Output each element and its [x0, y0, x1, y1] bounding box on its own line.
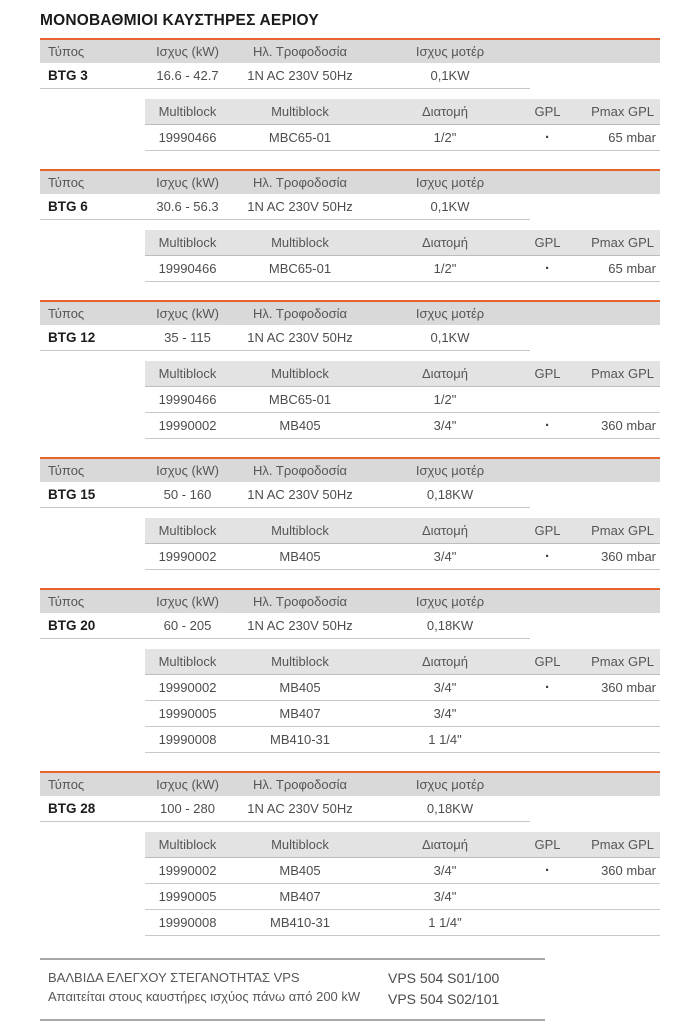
cell-diameter: 1 1/4" [428, 732, 462, 747]
multiblock-subtable [145, 649, 660, 753]
burner-type: BTG 15 [48, 487, 96, 502]
column-header-type: Τύπος [48, 463, 85, 478]
cell-code: 19990005 [158, 889, 217, 904]
table-row [145, 544, 660, 570]
vps-note-line2: Απαιτείται στους καυστήρες ισχύος πάνω από 200 kW [48, 989, 361, 1004]
burner-motor: 0,1KW [430, 68, 470, 83]
cell-gpl-dot: · [545, 679, 550, 696]
column-header-power: Ισχυς (kW) [156, 463, 219, 478]
subcolumn-header-diameter: Διατομή [422, 837, 468, 852]
burner-power: 100 - 280 [160, 801, 215, 816]
subcolumn-header-gpl: GPL [534, 235, 561, 250]
column-header-motor: Ισχυς μοτέρ [415, 44, 485, 59]
subcolumn-header-pmax: Pmax GPL [591, 366, 654, 381]
table-row [145, 858, 660, 884]
subcolumn-header-gpl: GPL [534, 366, 561, 381]
vps-note [40, 958, 545, 1021]
subcolumn-header-diameter: Διατομή [422, 235, 468, 250]
subcolumn-header-pmax: Pmax GPL [591, 235, 654, 250]
burner-summary-row [40, 796, 530, 822]
burner-type: BTG 12 [48, 330, 96, 345]
cell-model: MB407 [279, 706, 321, 721]
burner-type: BTG 28 [48, 801, 96, 816]
page-title: ΜΟΝΟΒΑΘΜΙΟΙ ΚΑΥΣΤΗΡΕΣ ΑΕΡΙΟΥ [40, 12, 319, 29]
burner-supply: 1N AC 230V 50Hz [247, 618, 353, 633]
table-row [145, 413, 660, 439]
cell-pmax: 360 mbar [601, 863, 656, 878]
cell-code: 19990002 [158, 418, 217, 433]
multiblock-subtable [145, 832, 660, 936]
multiblock-subtable [145, 230, 660, 282]
cell-code: 19990005 [158, 706, 217, 721]
main-header-row [40, 38, 660, 63]
column-header-type: Τύπος [48, 594, 85, 609]
subcolumn-header-gpl: GPL [534, 523, 561, 538]
table-row [145, 256, 660, 282]
subtable-header-row [145, 832, 660, 858]
cell-code: 19990008 [158, 915, 217, 930]
column-header-supply: Ηλ. Τροφοδοσία [253, 463, 347, 478]
subtable-header-row [145, 99, 660, 125]
multiblock-subtable [145, 518, 660, 570]
subcolumn-header-model: Multiblock [271, 523, 329, 538]
burner-supply: 1N AC 230V 50Hz [247, 68, 353, 83]
vps-note-text [40, 968, 388, 1010]
column-header-power: Ισχυς (kW) [156, 44, 219, 59]
table-row [145, 387, 660, 413]
subtable-header-row [145, 518, 660, 544]
cell-model: MB405 [279, 680, 321, 695]
subcolumn-header-code: Multiblock [158, 654, 217, 669]
cell-code: 19990002 [158, 680, 217, 695]
main-header-row [40, 771, 660, 796]
column-header-motor: Ισχυς μοτέρ [415, 175, 485, 190]
subcolumn-header-code: Multiblock [158, 235, 217, 250]
column-header-supply: Ηλ. Τροφοδοσία [253, 777, 347, 792]
burner-motor: 0,1KW [430, 199, 470, 214]
subcolumn-header-pmax: Pmax GPL [591, 523, 654, 538]
burner-supply: 1N AC 230V 50Hz [247, 330, 353, 345]
cell-diameter: 1 1/4" [428, 915, 462, 930]
cell-gpl-dot: · [545, 260, 550, 277]
subcolumn-header-model: Multiblock [271, 654, 329, 669]
column-header-motor: Ισχυς μοτέρ [415, 463, 485, 478]
burner-power: 16.6 - 42.7 [156, 68, 219, 83]
cell-diameter: 1/2" [433, 130, 457, 145]
burner-motor: 0,1KW [430, 330, 470, 345]
burner-type: BTG 20 [48, 618, 96, 633]
cell-gpl-dot: · [545, 129, 550, 146]
spec-table-btg3 [40, 38, 660, 151]
subcolumn-header-pmax: Pmax GPL [591, 104, 654, 119]
column-header-motor: Ισχυς μοτέρ [415, 777, 485, 792]
cell-model: MB405 [279, 418, 321, 433]
cell-model: MB405 [279, 549, 321, 564]
column-header-power: Ισχυς (kW) [156, 777, 219, 792]
burner-type: BTG 6 [48, 199, 88, 214]
subcolumn-header-pmax: Pmax GPL [591, 654, 654, 669]
cell-code: 19990466 [158, 261, 217, 276]
subcolumn-header-model: Multiblock [271, 104, 329, 119]
column-header-type: Τύπος [48, 175, 85, 190]
subcolumn-header-model: Multiblock [271, 235, 329, 250]
vps-codes [388, 968, 499, 1010]
subcolumn-header-code: Multiblock [158, 837, 217, 852]
cell-diameter: 3/4" [433, 418, 457, 433]
cell-code: 19990002 [158, 549, 217, 564]
cell-gpl-dot: · [545, 862, 550, 879]
column-header-supply: Ηλ. Τροφοδοσία [253, 44, 347, 59]
burner-motor: 0,18KW [426, 801, 474, 816]
subcolumn-header-diameter: Διατομή [422, 523, 468, 538]
column-header-motor: Ισχυς μοτέρ [415, 306, 485, 321]
multiblock-subtable [145, 361, 660, 439]
subcolumn-header-diameter: Διατομή [422, 104, 468, 119]
main-header-row [40, 300, 660, 325]
subcolumn-header-code: Multiblock [158, 104, 217, 119]
column-header-type: Τύπος [48, 44, 85, 59]
subcolumn-header-diameter: Διατομή [422, 654, 468, 669]
vps-code-2: VPS 504 S02/101 [388, 991, 500, 1007]
cell-code: 19990466 [158, 130, 217, 145]
vps-note-line1: ΒΑΛΒΙΔΑ ΕΛΕΓΧΟΥ ΣΤΕΓΑΝΟΤΗΤΑΣ VPS [48, 970, 300, 985]
column-header-power: Ισχυς (kW) [156, 175, 219, 190]
burner-motor: 0,18KW [426, 618, 474, 633]
multiblock-subtable [145, 99, 660, 151]
burner-summary-row [40, 63, 530, 89]
column-header-power: Ισχυς (kW) [156, 306, 219, 321]
table-row [145, 125, 660, 151]
burner-motor: 0,18KW [426, 487, 474, 502]
cell-code: 19990008 [158, 732, 217, 747]
cell-model: MB410-31 [270, 915, 330, 930]
cell-diameter: 3/4" [433, 549, 457, 564]
spec-table-btg20 [40, 588, 660, 753]
cell-model: MBC65-01 [268, 261, 332, 276]
cell-gpl-dot: · [545, 417, 550, 434]
cell-pmax: 360 mbar [601, 680, 656, 695]
burner-power: 35 - 115 [164, 330, 211, 345]
subcolumn-header-pmax: Pmax GPL [591, 837, 654, 852]
burner-summary-row [40, 325, 530, 351]
spec-table-btg28 [40, 771, 660, 936]
column-header-motor: Ισχυς μοτέρ [415, 594, 485, 609]
subcolumn-header-gpl: GPL [534, 104, 561, 119]
table-row [145, 701, 660, 727]
burner-supply: 1N AC 230V 50Hz [247, 199, 353, 214]
table-row [145, 910, 660, 936]
cell-model: MB407 [279, 889, 321, 904]
burner-power: 50 - 160 [163, 487, 212, 502]
burner-summary-row [40, 194, 530, 220]
cell-diameter: 3/4" [433, 889, 457, 904]
column-header-type: Τύπος [48, 306, 85, 321]
column-header-supply: Ηλ. Τροφοδοσία [253, 175, 347, 190]
subcolumn-header-code: Multiblock [158, 366, 217, 381]
cell-diameter: 1/2" [433, 261, 457, 276]
subcolumn-header-diameter: Διατομή [422, 366, 468, 381]
subcolumn-header-code: Multiblock [158, 523, 217, 538]
column-header-supply: Ηλ. Τροφοδοσία [253, 594, 347, 609]
main-header-row [40, 588, 660, 613]
cell-diameter: 3/4" [433, 680, 457, 695]
column-header-supply: Ηλ. Τροφοδοσία [253, 306, 347, 321]
table-row [145, 675, 660, 701]
burner-power: 60 - 205 [163, 618, 212, 633]
spec-table-btg6 [40, 169, 660, 282]
burner-type: BTG 3 [48, 68, 88, 83]
subcolumn-header-model: Multiblock [271, 837, 329, 852]
main-header-row [40, 169, 660, 194]
main-header-row [40, 457, 660, 482]
subcolumn-header-gpl: GPL [534, 837, 561, 852]
burner-supply: 1N AC 230V 50Hz [247, 801, 353, 816]
burner-supply: 1N AC 230V 50Hz [247, 487, 353, 502]
cell-diameter: 1/2" [433, 392, 457, 407]
cell-pmax: 360 mbar [601, 549, 656, 564]
table-row [145, 727, 660, 753]
cell-pmax: 65 mbar [608, 261, 656, 276]
burner-summary-row [40, 482, 530, 508]
cell-code: 19990002 [158, 863, 217, 878]
subcolumn-header-model: Multiblock [271, 366, 329, 381]
cell-pmax: 360 mbar [601, 418, 656, 433]
column-header-type: Τύπος [48, 777, 85, 792]
subtable-header-row [145, 649, 660, 675]
subtable-header-row [145, 230, 660, 256]
column-header-power: Ισχυς (kW) [156, 594, 219, 609]
table-row [145, 884, 660, 910]
cell-model: MB410-31 [270, 732, 330, 747]
cell-diameter: 3/4" [433, 706, 457, 721]
cell-model: MB405 [279, 863, 321, 878]
subcolumn-header-gpl: GPL [534, 654, 561, 669]
cell-pmax: 65 mbar [608, 130, 656, 145]
cell-model: MBC65-01 [268, 130, 332, 145]
cell-diameter: 3/4" [433, 863, 457, 878]
burner-summary-row [40, 613, 530, 639]
vps-code-1: VPS 504 S01/100 [388, 970, 500, 986]
cell-model: MBC65-01 [268, 392, 332, 407]
spec-table-btg12 [40, 300, 660, 439]
spec-table-btg15 [40, 457, 660, 570]
burner-power: 30.6 - 56.3 [156, 199, 219, 214]
cell-code: 19990466 [158, 392, 217, 407]
subtable-header-row [145, 361, 660, 387]
cell-gpl-dot: · [545, 548, 550, 565]
